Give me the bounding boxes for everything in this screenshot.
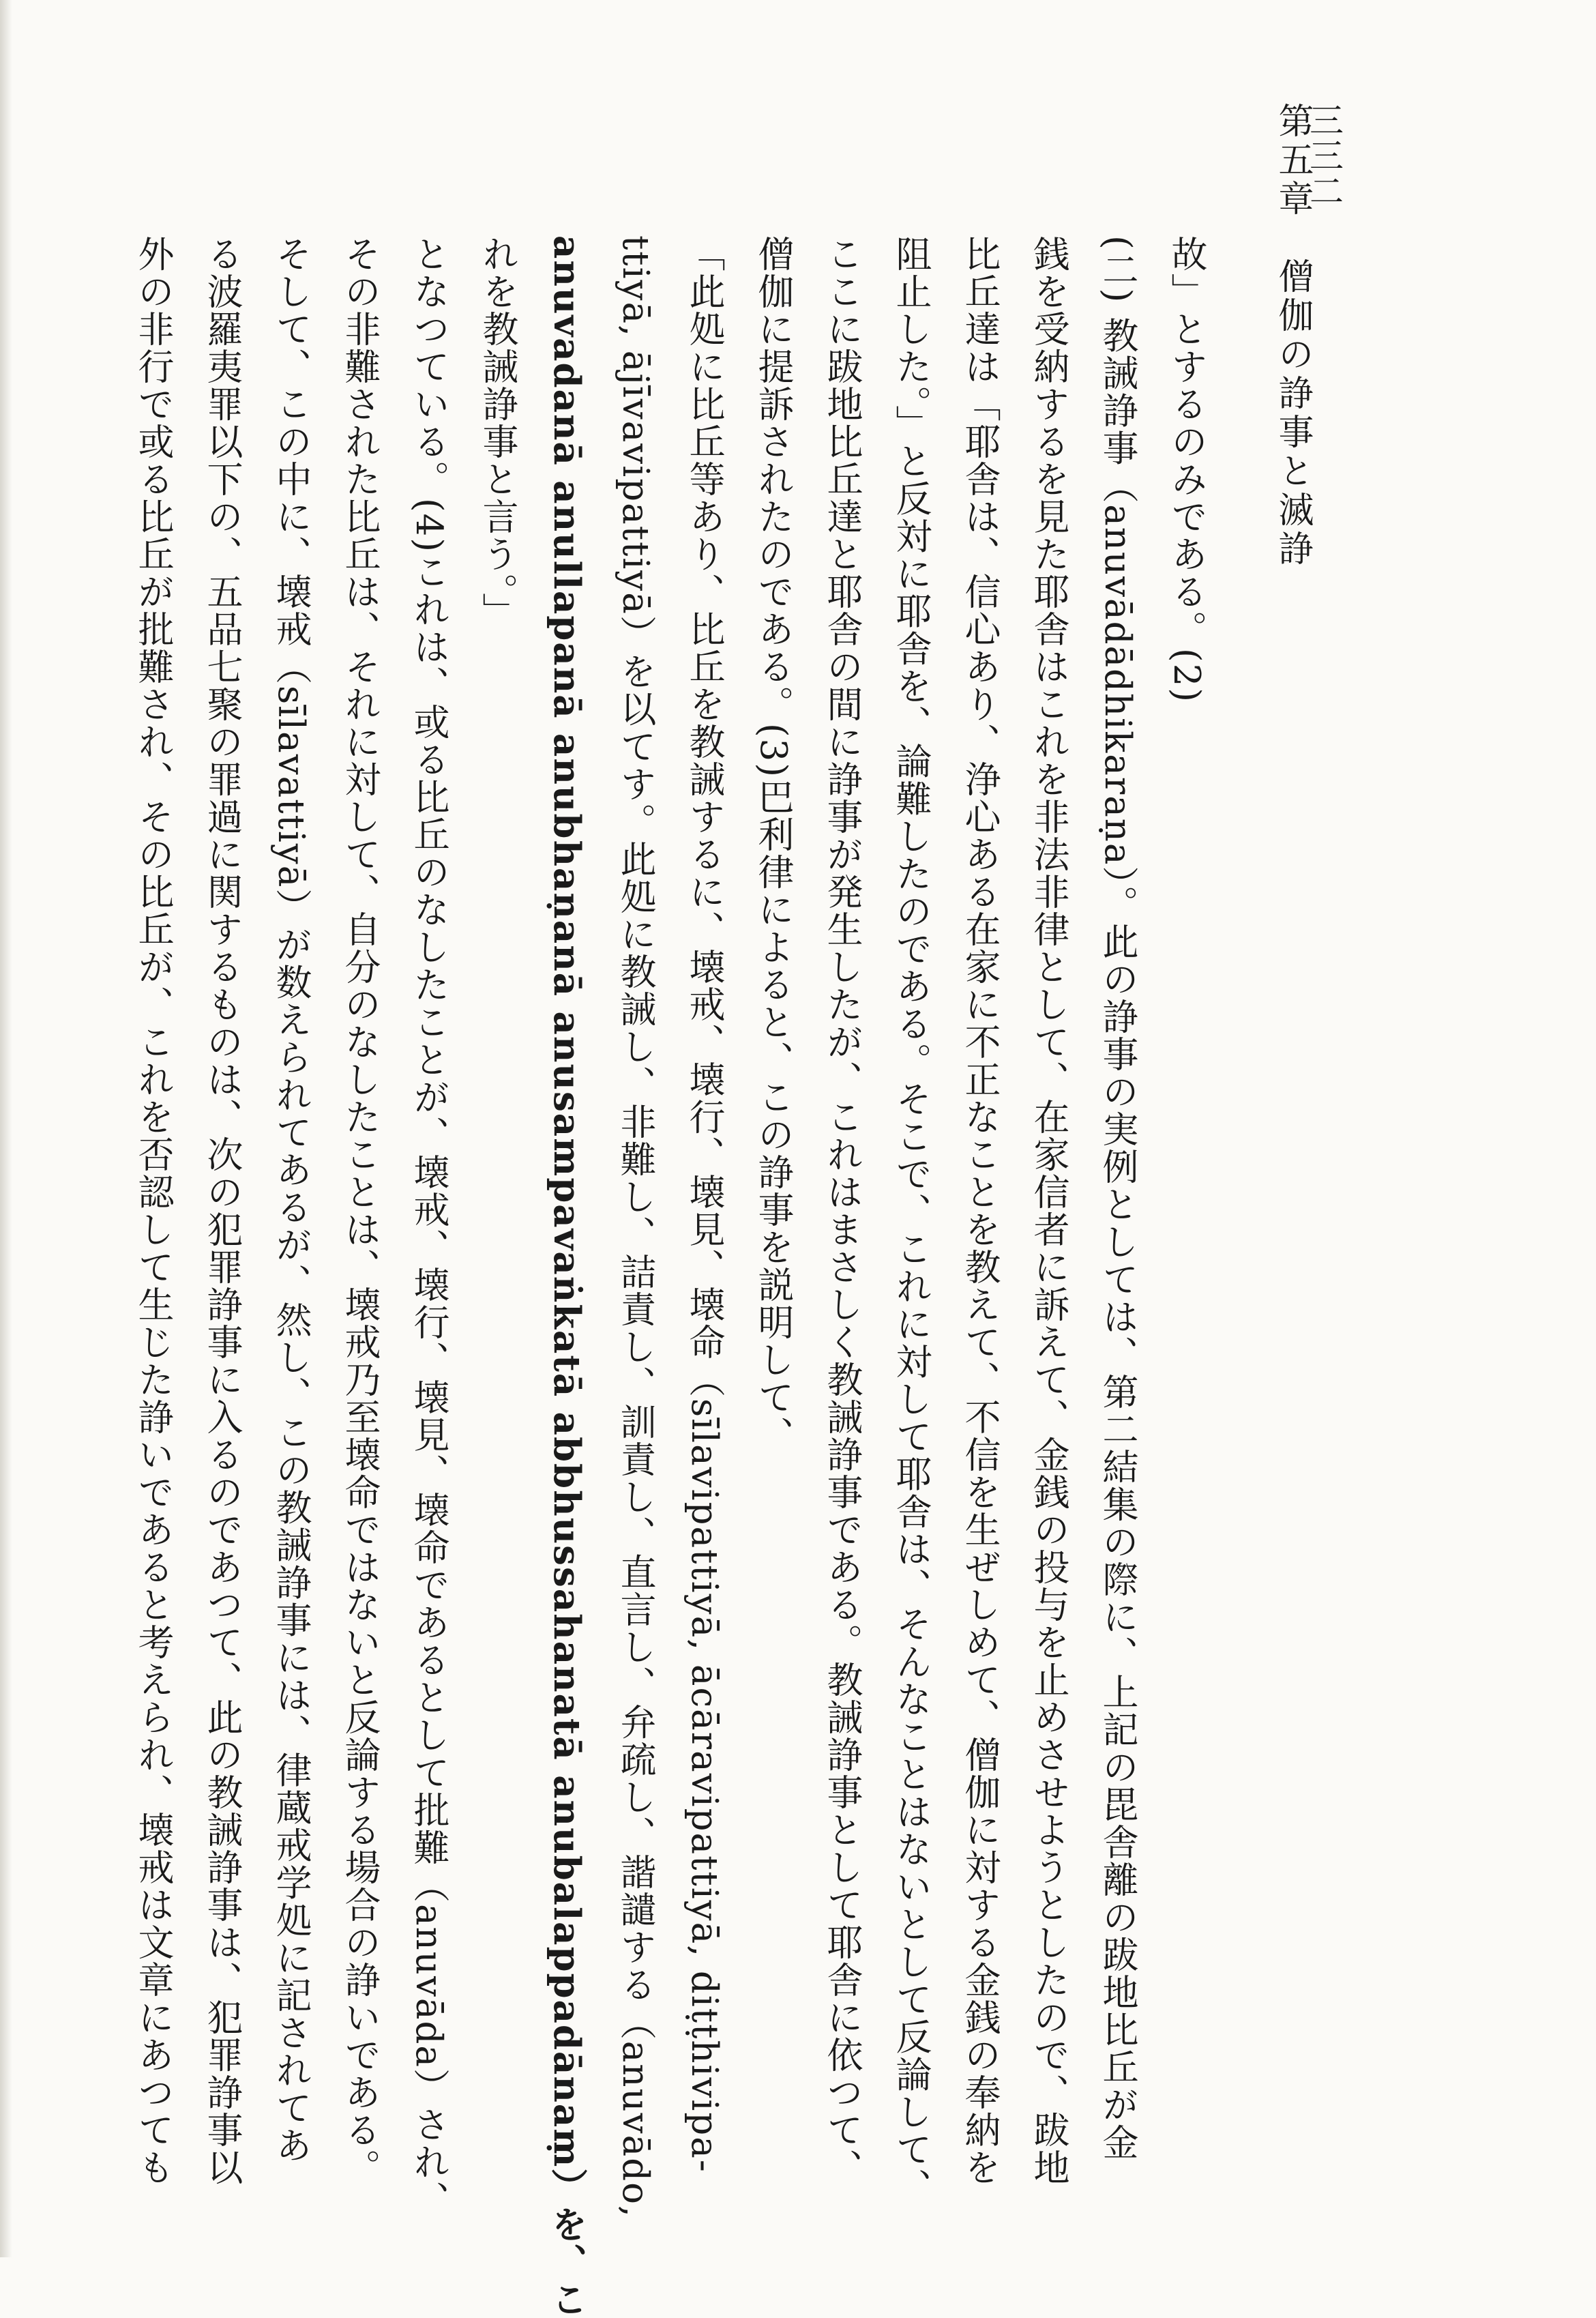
text-line: 比丘達は「耶舎は、信心あり、浄心ある在家に不正なことを教えて、不信を生ぜしめて、僧伽に対する金銭の奉納を xyxy=(959,235,1001,2186)
text-line: ttiyā, ājīvavipattiyā）を以てす。此処に教誡し、非難し、詰責し、訓責し、直言し、弁疏し、諧譴する（anuvādo, xyxy=(615,235,656,2218)
text-line: 銭を受納するを見た耶舎はこれを非法非律として、在家信者に訴えて、金銭の投与を止めさせようとしたので、跋地 xyxy=(1028,235,1069,2186)
text-line: 阻止した。」と反対に耶舎を、論難したのである。そこで、これに対して耶舎は、そんなことはないとして反論して、 xyxy=(890,235,932,2206)
text-line: 外の非行で或る比丘が批難され、その比丘が、これを否認して生じた諍いであると考えられ、壊戒は文章にあつても xyxy=(132,235,174,2186)
text-line: (二) 教誡諍事（anuvādādhikaraṇa）。此の諍事の実例としては、第二結集の際に、上記の毘舎離の跋地比丘が金 xyxy=(1097,235,1138,2162)
text-line: その非難された比丘は、それに対して、自分のなしたことは、壊戒乃至壊命ではないと反論する場合の諍いである。 xyxy=(339,235,381,2186)
text-line: 「此処に比丘等あり、比丘を教誡するに、壊戒、壊行、壊見、壊命（sīlavipattiyā, ācāravipattiyā, diṭṭhivipa- xyxy=(683,235,725,2173)
text-line: そして、この中に、壊戒（sīlavattiyā）が数えられてあるが、然し、この教誡諍事には、律蔵戒学処に記されてあ xyxy=(270,235,312,2165)
body-text xyxy=(132,235,1221,2318)
text-line: ここに跋地比丘達と耶舎の間に諍事が発生したが、これはまさしく教誡諍事である。教誡諍事として耶舎に依つて、 xyxy=(821,235,863,2186)
page-edge-shadow xyxy=(0,0,12,2257)
text-line: となつている。(4)これは、或る比丘のなしたことが、壊戒、壊行、壊見、壊命であるとして批難（anuvāda）され、 xyxy=(408,235,449,2219)
text-line: れを教誡諍事と言う。」 xyxy=(477,235,518,630)
text-line: 僧伽に提訴されたのである。(3)巴利律によると、この諍事を説明して、 xyxy=(752,235,794,1454)
text-line: anuvadanā anullapanā anubhaṇanā anusampavaṅkatā abbhussahanatā anubalappadānaṃ）を、こ xyxy=(546,235,588,2318)
page-number: 三三二 xyxy=(1304,102,1344,209)
text-line: 故」とするのみである。(2) xyxy=(1166,235,1207,704)
chapter-title: 第五章 僧伽の諍事と滅諍 xyxy=(1272,102,1313,569)
text-line: る波羅夷罪以下の、五品七聚の罪過に関するものは、次の犯罪諍事に入るのであつて、此の教誡諍事は、犯罪諍事以 xyxy=(201,235,243,2186)
